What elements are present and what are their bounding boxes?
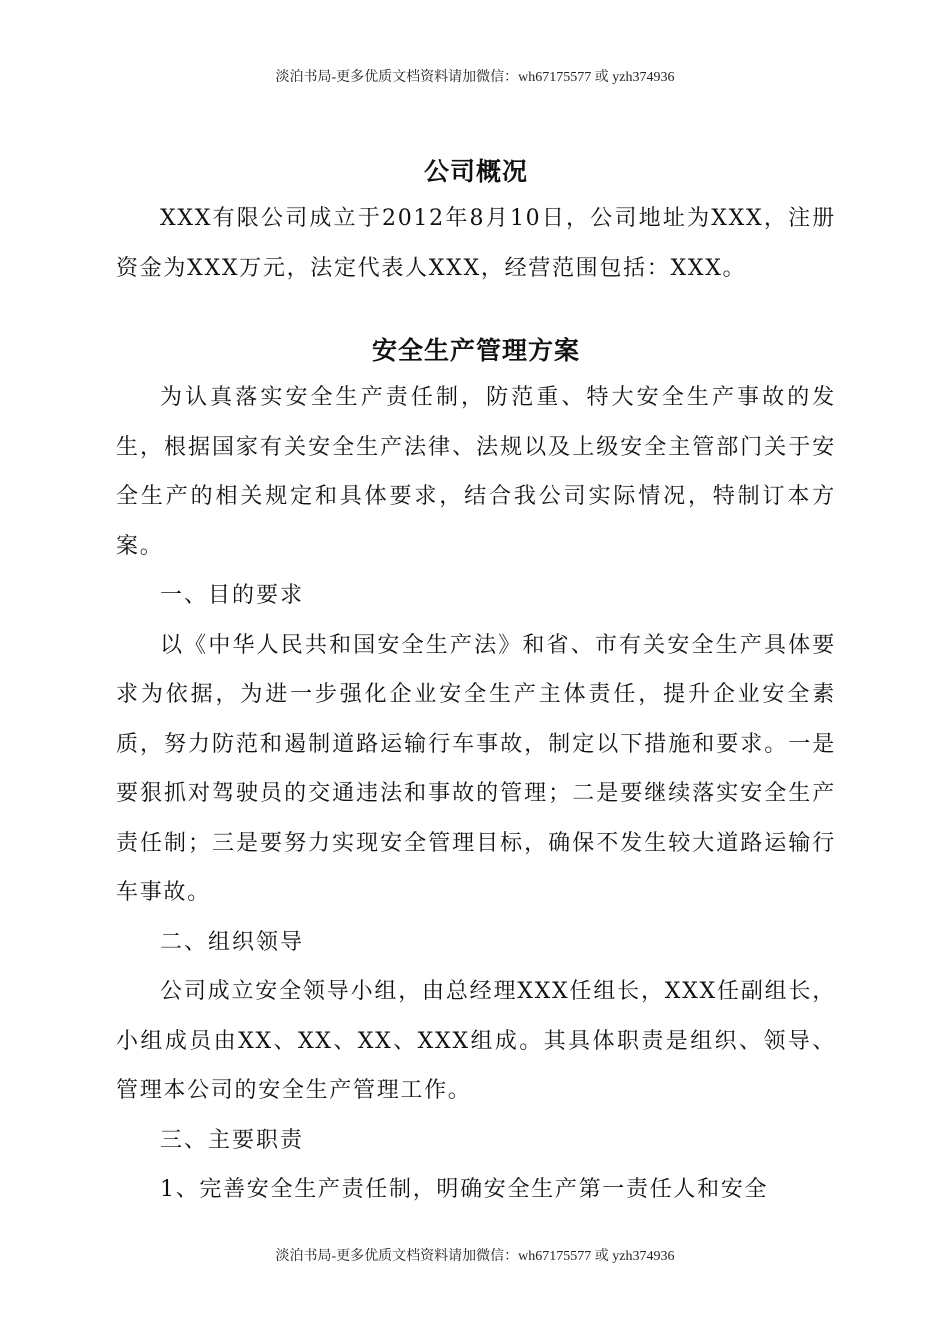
section-heading-duties: 三、主要职责 [160, 1127, 305, 1153]
document-body [116, 150, 836, 1215]
company-overview-title: 公司概况 [423, 157, 528, 186]
company-overview-paragraph: XXX有限公司成立于2012年8月10日，公司地址为XXX，注册资金为XXX万元，法定代表人XXX，经营范围包括：XXX。 [116, 206, 836, 281]
page-header-watermark: 淡泊书局-更多优质文档资料请加微信：wh67175577 或 yzh374936 [275, 70, 675, 85]
leadership-paragraph: 公司成立安全领导小组，由总经理XXX任组长，XXX任副组长，小组成员由XX、XX、XX、XXX组成。其具体职责是组织、领导、管理本公司的安全生产管理工作。 [116, 979, 836, 1103]
safety-plan-title: 安全生产管理方案 [371, 336, 580, 365]
safety-plan-intro: 为认真落实安全生产责任制，防范重、特大安全生产事故的发生，根据国家有关安全生产法律、法规以及上级安全主管部门关于安全生产的相关规定和具体要求，结合我公司实际情况，特制订本方案。 [116, 385, 836, 559]
section-heading-purpose: 一、目的要求 [160, 583, 305, 608]
page-footer-watermark: 淡泊书局-更多优质文档资料请加微信：wh67175577 或 yzh374936 [275, 1249, 675, 1264]
duties-paragraph: 1、完善安全生产责任制，明确安全生产第一责任人和安全 [160, 1177, 769, 1202]
section-heading-leadership: 二、组织领导 [160, 929, 305, 955]
purpose-paragraph: 以《中华人民共和国安全生产法》和省、市有关安全生产具体要求为依据，为进一步强化企业安全生产主体责任，提升企业安全素质，努力防范和遏制道路运输行车事故，制定以下措施和要求。一是要狠抓对驾驶员的交通违法和事故的管理；二是要继续落实安全生产责任制；三是要努力实现安全管理目标，确保不发生较大道路运输行车事故。 [116, 632, 836, 905]
